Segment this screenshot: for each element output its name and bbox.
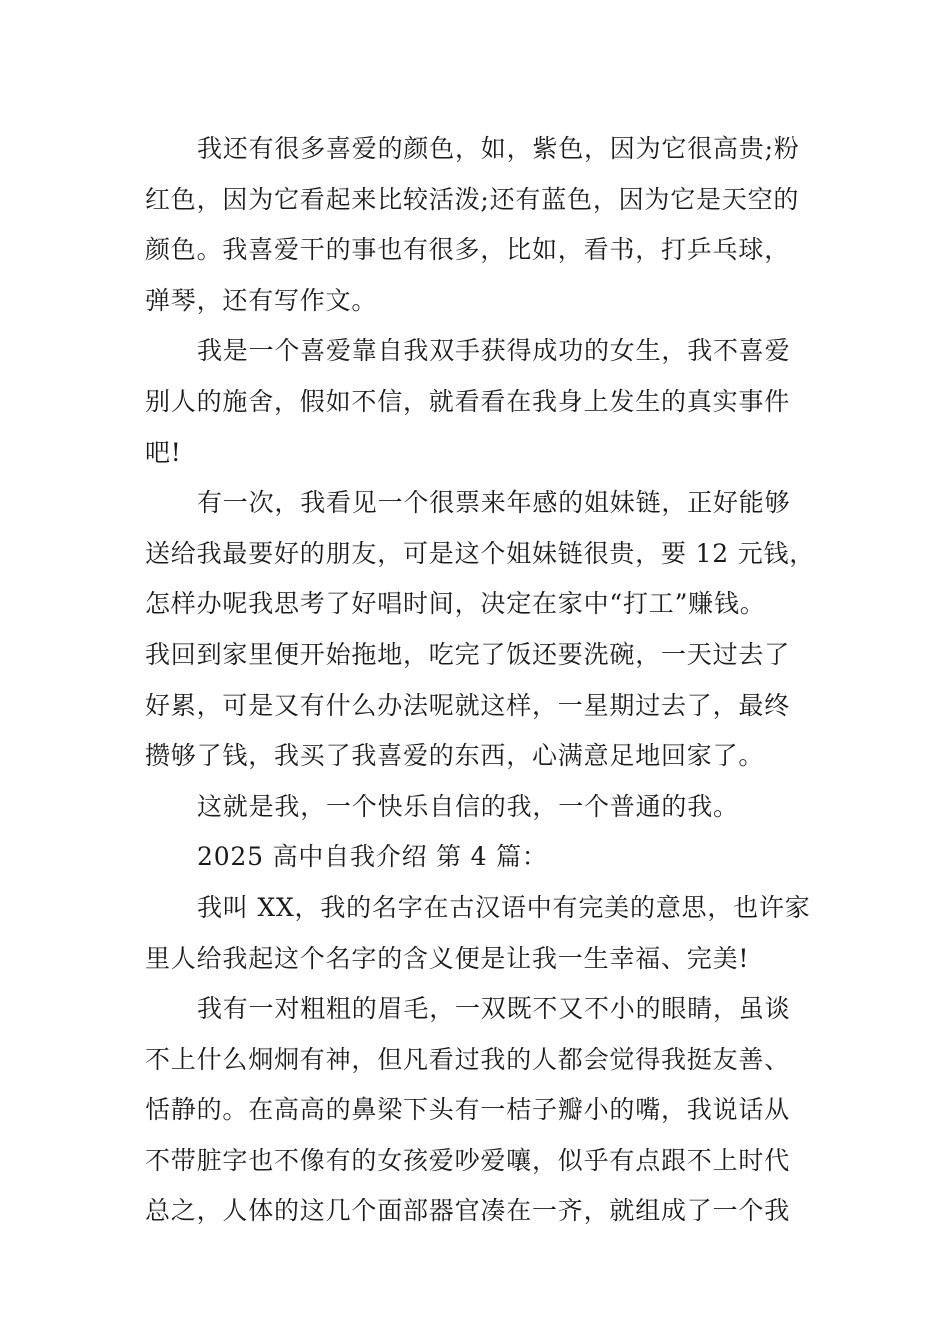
text-line: 有一次，我看见一个很票来年感的姐妹链，正好能够	[197, 488, 791, 518]
text-line: 我还有很多喜爱的颜色，如，紫色，因为它很高贵;粉	[197, 134, 800, 163]
paragraph-appearance	[145, 984, 809, 1237]
text-line: 别人的施舍，假如不信，就看看在我身上发生的真实事件	[145, 386, 791, 416]
text-line: 总之，人体的这几个面部器官凑在一齐，就组成了一个我	[145, 1196, 791, 1226]
document-body	[145, 124, 816, 1237]
text-line: 吧!	[145, 437, 182, 467]
paragraph-story	[145, 478, 816, 782]
paragraph-self-reliance	[145, 326, 809, 478]
section-heading	[145, 832, 809, 883]
text-line: 我回到家里便开始拖地，吃完了饭还要洗碗，一天过去了	[145, 639, 791, 669]
section-title: 2025 高中自我介绍 第 4 篇：	[197, 842, 548, 872]
text-line: 弹琴，还有写作文。	[145, 285, 378, 315]
paragraph-conclusion	[145, 782, 809, 833]
text-line: 我有一对粗粗的眉毛，一双既不又不小的眼睛，虽谈	[197, 994, 791, 1024]
text-line: 送给我最要好的朋友，可是这个姐妹链很贵，要 12 元钱，	[145, 538, 816, 568]
text-line: 我叫 XX，我的名字在古汉语中有完美的意思，也许家	[197, 892, 811, 922]
text-line: 里人给我起这个名字的含义便是让我一生幸福、完美!	[145, 943, 750, 973]
paragraph-favorite-colors	[145, 124, 809, 326]
text-line: 这就是我，一个快乐自信的我，一个普通的我。	[197, 791, 739, 821]
text-line: 不上什么炯炯有神，但凡看过我的人都会觉得我挺友善、	[145, 1044, 791, 1074]
text-line: 红色，因为它看起来比较活泼;还有蓝色，因为它是天空的	[145, 184, 800, 214]
text-line: 好累，可是又有什么办法呢就这样，一星期过去了，最终	[145, 690, 791, 720]
text-line: 攒够了钱，我买了我喜爱的东西，心满意足地回家了。	[145, 741, 765, 771]
text-line: 我是一个喜爱靠自我双手获得成功的女生，我不喜爱	[197, 336, 791, 366]
text-line: 颜色。我喜爱干的事也有很多，比如，看书，打乒乓球，	[145, 235, 791, 265]
text-line: 怎样办呢我思考了好唱时间，决定在家中“打工”赚钱。	[145, 589, 766, 619]
text-line: 不带脏字也不像有的女孩爱吵爱嚷，似乎有点跟不上时代	[145, 1145, 791, 1175]
paragraph-name-meaning	[145, 883, 809, 984]
text-line: 恬静的。在高高的鼻梁下头有一桔子瓣小的嘴，我说话从	[145, 1095, 791, 1125]
